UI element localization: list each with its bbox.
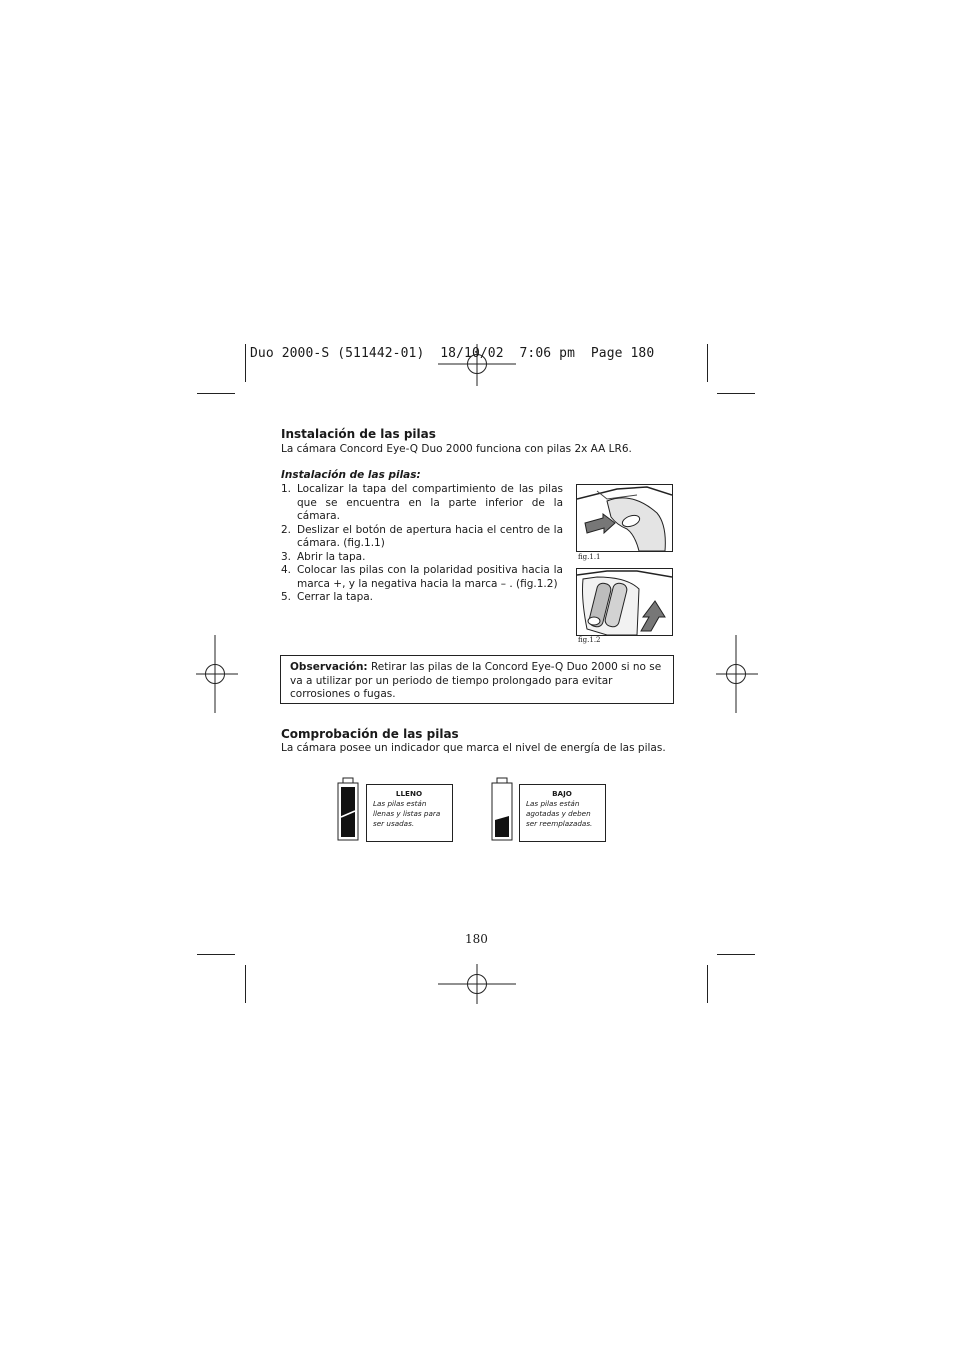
section-title-battery-check: Comprobación de las pilas [281, 727, 459, 741]
figure-1-2-caption: fig.1.2 [578, 636, 601, 644]
battery-low-info-box [519, 784, 606, 842]
figure-1-1-caption: fig.1.1 [578, 553, 601, 561]
battery-full-description: Las pilas están llenas y listas para ser usadas. [373, 799, 441, 828]
observation-label: Observación: [290, 661, 368, 673]
print-slug-line: Duo 2000-S (511442-01) 18/10/02 7:06 pm Page 180 [250, 346, 655, 361]
list-item [281, 524, 563, 551]
battery-check-intro: La cámara posee un indicador que marca el nivel de energía de las pilas. [281, 742, 666, 754]
step-number: 4. [281, 564, 292, 576]
list-item [281, 551, 563, 565]
figure-1-2 [576, 568, 673, 636]
registration-target-left-icon [196, 635, 238, 713]
observation-note-box [280, 655, 674, 704]
page-number: 180 [465, 932, 488, 946]
battery-low-icon [491, 777, 513, 841]
battery-low-description: Las pilas están agotadas y deben ser reemplazadas. [526, 799, 593, 828]
installation-subtitle: Instalación de las pilas: [281, 469, 421, 481]
battery-full-info-box [366, 784, 453, 842]
installation-steps-list [281, 483, 563, 605]
figure-1-1 [576, 484, 673, 552]
list-item [281, 591, 563, 605]
registration-target-bottom-icon [438, 964, 516, 1004]
battery-full-icon [337, 777, 359, 841]
step-text: Deslizar el botón de apertura hacia el centro de la cámara. (fig.1.1) [297, 523, 563, 549]
list-item [281, 483, 563, 524]
step-number: 3. [281, 550, 292, 563]
camera-cover-slide-illustration-icon [577, 485, 672, 551]
section-title-installation: Instalación de las pilas [281, 427, 436, 441]
step-number: 1. [281, 483, 292, 495]
list-item [281, 564, 563, 591]
registration-target-right-icon [716, 635, 758, 713]
step-text: Abrir la tapa. [297, 550, 366, 563]
battery-full-title: LLENO [395, 789, 423, 798]
step-text: Colocar las pilas con la polaridad positiva hacia la marca +, y la negativa hacia la marca – . (fig.1.2) [297, 564, 563, 590]
step-number: 2. [281, 523, 292, 536]
step-text: Localizar la tapa del compartimiento de las pilas que se encuentra en la parte inferior de la cámara. [297, 483, 563, 522]
observation-text: Retirar las pilas de la Concord Eye-Q Duo 2000 si no se va a utilizar por un periodo de tiempo prolongado para evitar corrosiones o fugas. [290, 661, 662, 700]
battery-low-title: BAJO [552, 789, 572, 798]
battery-insertion-illustration-icon [577, 569, 672, 635]
step-number: 5. [281, 591, 292, 603]
step-text: Cerrar la tapa. [297, 591, 374, 603]
installation-intro: La cámara Concord Eye-Q Duo 2000 funciona con pilas 2x AA LR6. [281, 443, 632, 455]
